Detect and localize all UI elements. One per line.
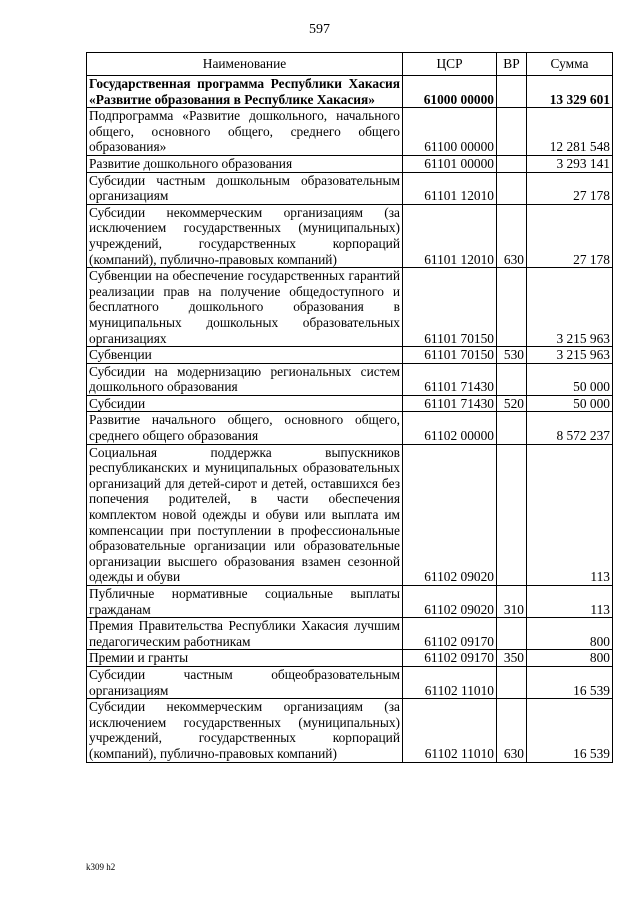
budget-table bbox=[86, 52, 613, 763]
table-row bbox=[87, 586, 613, 618]
table-row bbox=[87, 618, 613, 650]
cell-name: Субсидии некоммерческим организациям (за исключением государственных (муниципальных) учреждений, государственных корпораций (компаний), публично-правовых компаний) bbox=[87, 699, 403, 762]
cell-csr: 61102 09170 bbox=[403, 650, 497, 667]
cell-sum: 8 572 237 bbox=[527, 412, 613, 444]
cell-sum: 113 bbox=[527, 586, 613, 618]
cell-csr: 61101 12010 bbox=[403, 172, 497, 204]
cell-csr: 61000 00000 bbox=[403, 76, 497, 108]
cell-vr bbox=[497, 618, 527, 650]
cell-csr: 61101 12010 bbox=[403, 204, 497, 267]
footer-code: k309 h2 bbox=[86, 862, 116, 872]
cell-vr bbox=[497, 268, 527, 347]
table-row bbox=[87, 650, 613, 667]
cell-csr: 61102 11010 bbox=[403, 666, 497, 698]
cell-name: Социальная поддержка выпускников республиканских и муниципальных образовательных организаций для детей-сирот и детей, оставшихся без попечения родителей, в части обеспечения комплектом новой одежды и обуви или выплата им компенсации при поступлении в профессиональные образовательные организации или образовательные организации высшего образования взамен сезонной одежды и обуви bbox=[87, 444, 403, 585]
cell-vr: 520 bbox=[497, 395, 527, 412]
cell-sum: 16 539 bbox=[527, 666, 613, 698]
cell-sum: 800 bbox=[527, 650, 613, 667]
table-row bbox=[87, 204, 613, 267]
cell-csr: 61101 70150 bbox=[403, 347, 497, 364]
header-sum: Сумма bbox=[527, 53, 613, 76]
cell-name: Субсидии частным дошкольным образовательным организациям bbox=[87, 172, 403, 204]
cell-sum: 27 178 bbox=[527, 172, 613, 204]
table-row bbox=[87, 666, 613, 698]
cell-vr: 350 bbox=[497, 650, 527, 667]
cell-csr: 61101 70150 bbox=[403, 268, 497, 347]
cell-sum: 3 215 963 bbox=[527, 347, 613, 364]
cell-name: Субвенции bbox=[87, 347, 403, 364]
cell-csr: 61102 09020 bbox=[403, 586, 497, 618]
cell-name: Субвенции на обеспечение государственных гарантий реализации прав на получение общедоступного и бесплатного дошкольного образования в муниципальных дошкольных образовательных организациях bbox=[87, 268, 403, 347]
table-row bbox=[87, 412, 613, 444]
cell-vr bbox=[497, 155, 527, 172]
header-name: Наименование bbox=[87, 53, 403, 76]
cell-name: Премии и гранты bbox=[87, 650, 403, 667]
cell-vr: 530 bbox=[497, 347, 527, 364]
table-header-row bbox=[87, 53, 613, 76]
cell-csr: 61102 11010 bbox=[403, 699, 497, 762]
cell-csr: 61101 71430 bbox=[403, 395, 497, 412]
cell-vr bbox=[497, 444, 527, 585]
cell-vr bbox=[497, 172, 527, 204]
table-row bbox=[87, 155, 613, 172]
table-row bbox=[87, 395, 613, 412]
cell-vr bbox=[497, 412, 527, 444]
cell-name: Государственная программа Республики Хакасия «Развитие образования в Республике Хакасия» bbox=[87, 76, 403, 108]
cell-sum: 50 000 bbox=[527, 363, 613, 395]
table-row bbox=[87, 699, 613, 762]
cell-vr bbox=[497, 363, 527, 395]
cell-vr: 630 bbox=[497, 699, 527, 762]
header-vr: ВР bbox=[497, 53, 527, 76]
page-number: 597 bbox=[309, 22, 330, 37]
table-row bbox=[87, 347, 613, 364]
table-body bbox=[87, 76, 613, 763]
cell-name: Субсидии bbox=[87, 395, 403, 412]
cell-name: Подпрограмма «Развитие дошкольного, начального общего, основного общего, среднего общего образования» bbox=[87, 108, 403, 156]
cell-csr: 61102 09020 bbox=[403, 444, 497, 585]
table-row bbox=[87, 444, 613, 585]
cell-name: Субсидии на модернизацию региональных систем дошкольного образования bbox=[87, 363, 403, 395]
cell-sum: 3 293 141 bbox=[527, 155, 613, 172]
table-row bbox=[87, 172, 613, 204]
cell-name: Публичные нормативные социальные выплаты гражданам bbox=[87, 586, 403, 618]
cell-sum: 113 bbox=[527, 444, 613, 585]
table-row bbox=[87, 363, 613, 395]
cell-sum: 800 bbox=[527, 618, 613, 650]
cell-vr bbox=[497, 666, 527, 698]
cell-sum: 12 281 548 bbox=[527, 108, 613, 156]
cell-csr: 61101 71430 bbox=[403, 363, 497, 395]
cell-sum: 27 178 bbox=[527, 204, 613, 267]
cell-sum: 50 000 bbox=[527, 395, 613, 412]
cell-vr bbox=[497, 108, 527, 156]
cell-csr: 61101 00000 bbox=[403, 155, 497, 172]
table-row bbox=[87, 268, 613, 347]
cell-name: Субсидии некоммерческим организациям (за исключением государственных (муниципальных) учреждений, государственных корпораций (компаний), публично-правовых компаний) bbox=[87, 204, 403, 267]
cell-vr: 310 bbox=[497, 586, 527, 618]
cell-sum: 16 539 bbox=[527, 699, 613, 762]
cell-vr bbox=[497, 76, 527, 108]
cell-csr: 61102 00000 bbox=[403, 412, 497, 444]
table-row bbox=[87, 108, 613, 156]
header-csr: ЦСР bbox=[403, 53, 497, 76]
cell-name: Субсидии частным общеобразовательным организациям bbox=[87, 666, 403, 698]
cell-name: Премия Правительства Республики Хакасия лучшим педагогическим работникам bbox=[87, 618, 403, 650]
cell-sum: 3 215 963 bbox=[527, 268, 613, 347]
cell-csr: 61100 00000 bbox=[403, 108, 497, 156]
cell-csr: 61102 09170 bbox=[403, 618, 497, 650]
cell-vr: 630 bbox=[497, 204, 527, 267]
table-row bbox=[87, 76, 613, 108]
cell-name: Развитие начального общего, основного общего, среднего общего образования bbox=[87, 412, 403, 444]
cell-name: Развитие дошкольного образования bbox=[87, 155, 403, 172]
cell-sum: 13 329 601 bbox=[527, 76, 613, 108]
